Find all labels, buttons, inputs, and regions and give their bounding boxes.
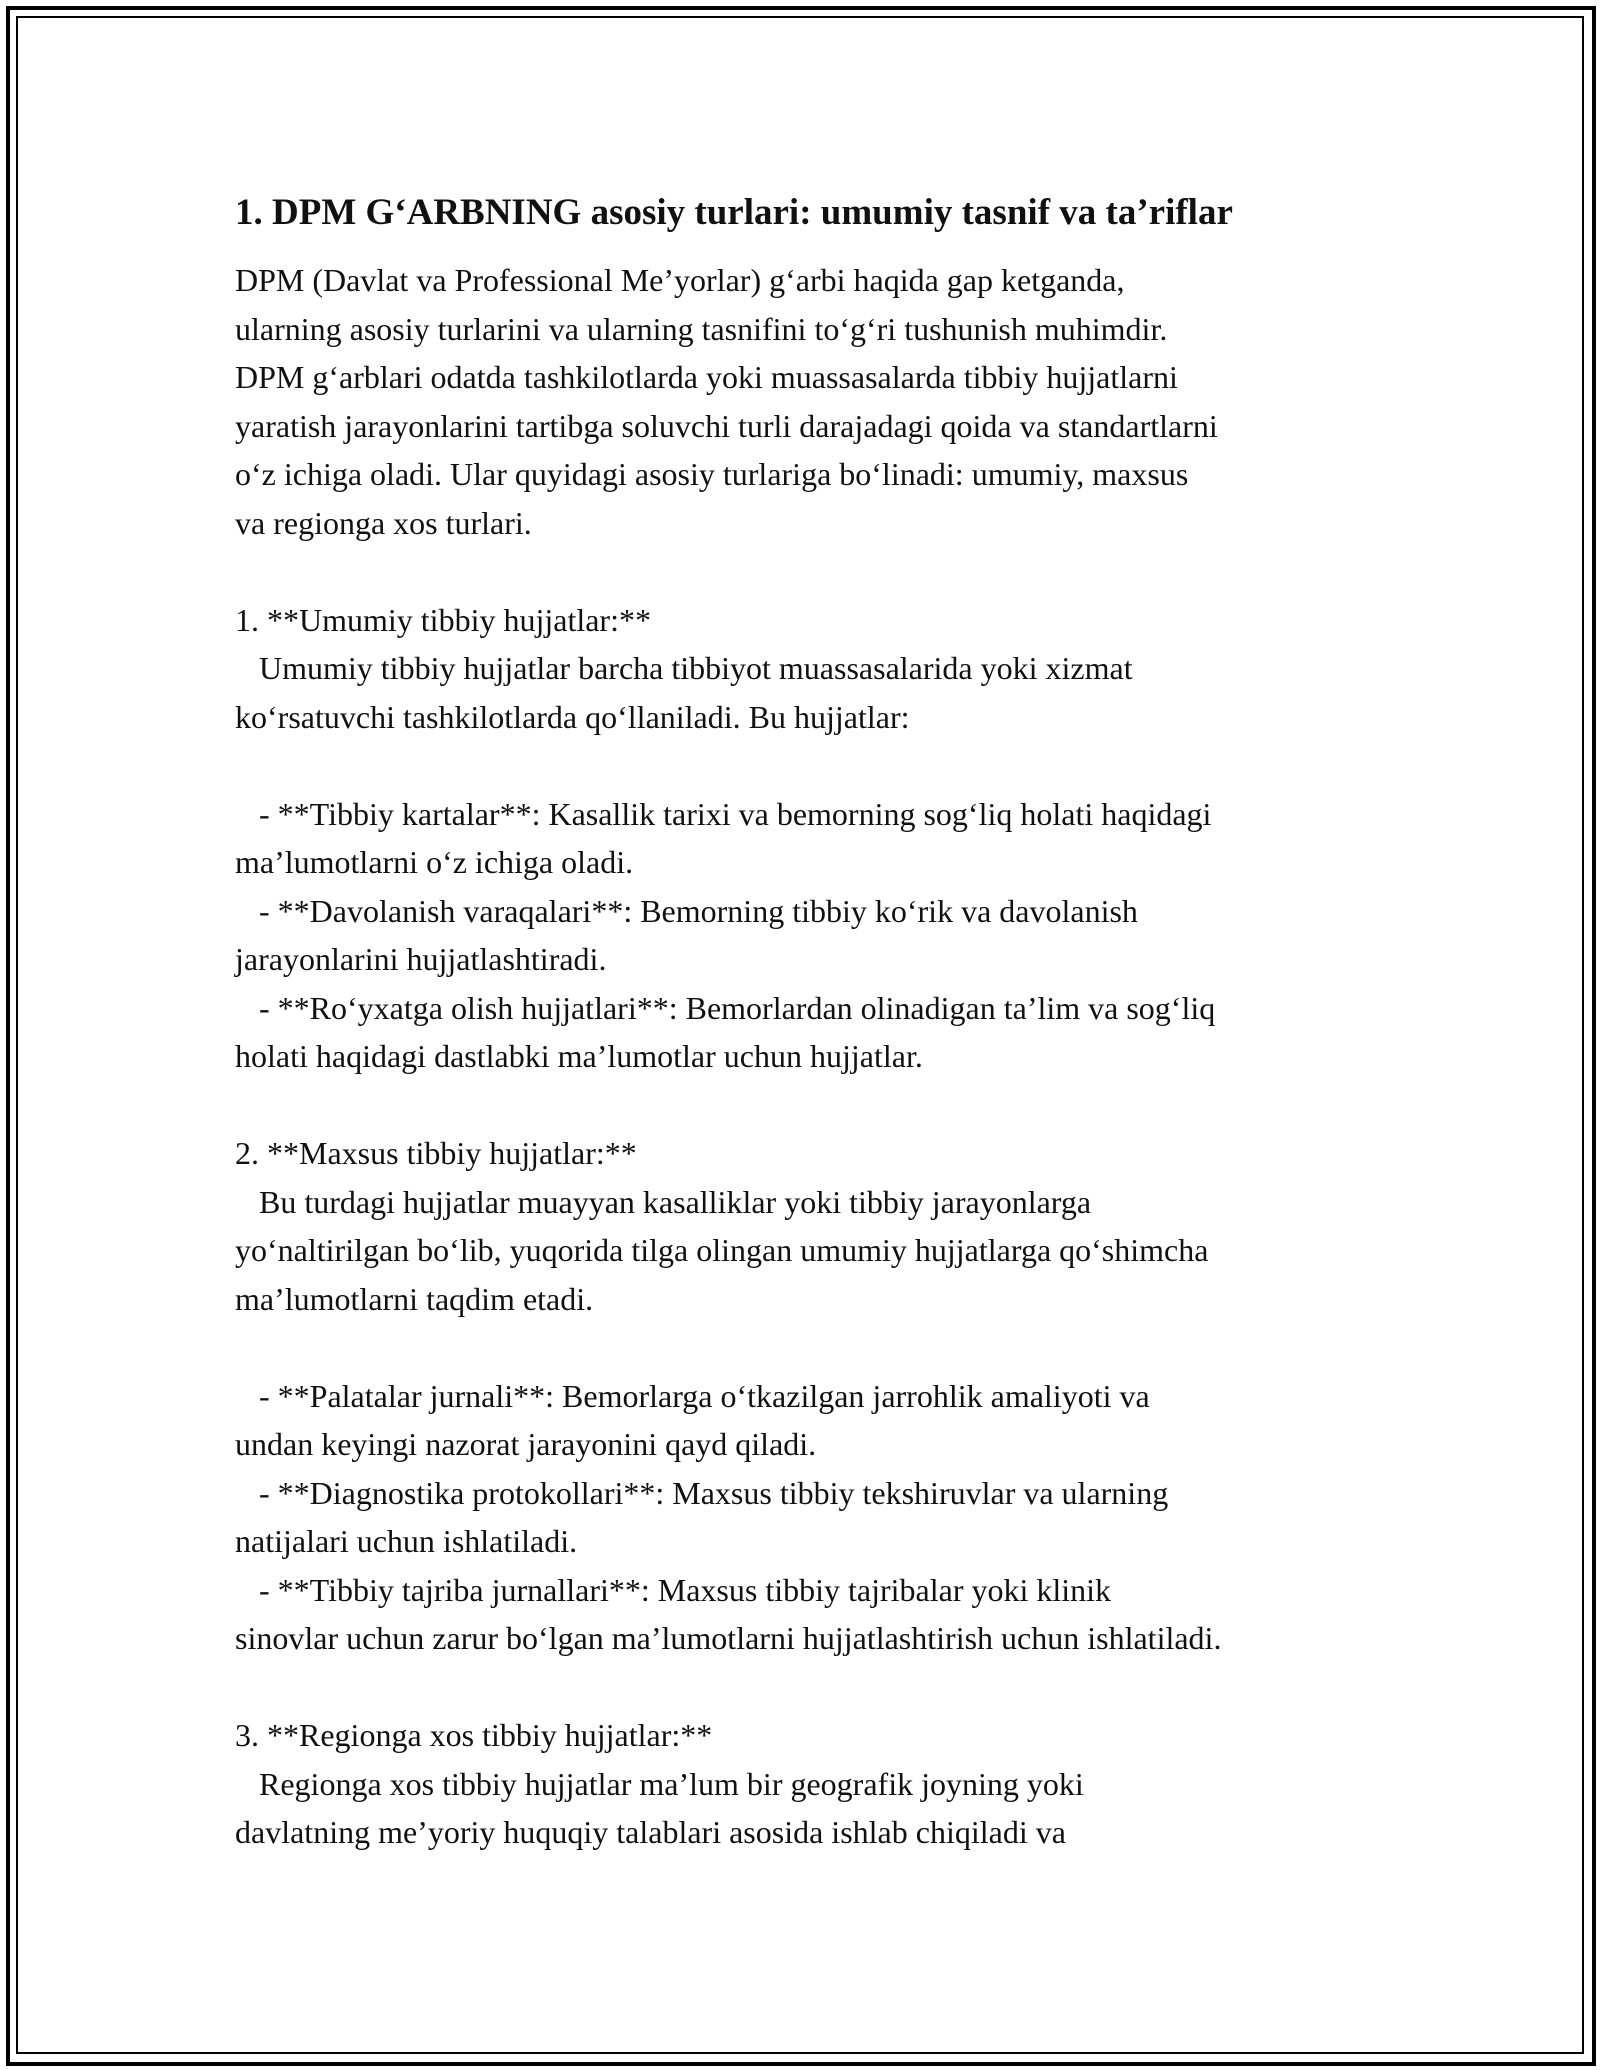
document-body <box>235 186 1375 1857</box>
text-line: - **Tibbiy kartalar**: Kasallik tarixi va bemorning sog‘liq holati haqidagi <box>235 795 1212 832</box>
text-line: 3. **Regionga xos tibbiy hujjatlar:** <box>235 1717 713 1753</box>
text-line: yaratish jarayonlarini tartibga soluvchi turli darajadagi qoida va standartlarni <box>235 407 1218 444</box>
text-line: jarayonlarini hujjatlashtiradi. <box>235 941 607 977</box>
text-line: ma’lumotlarni o‘z ichiga oladi. <box>235 844 634 880</box>
blank-line <box>235 1323 1375 1372</box>
text-line: - **Diagnostika protokollari**: Maxsus tibbiy tekshiruvlar va ularning <box>235 1474 1169 1511</box>
body-text <box>235 256 1375 1857</box>
text-line: Bu turdagi hujjatlar muayyan kasalliklar yoki tibbiy jarayonlarga <box>235 1183 1092 1220</box>
text-line: ularning asosiy turlarini va ularning tasnifini to‘g‘ri tushunish muhimdir. <box>235 310 1168 347</box>
text-line: Umumiy tibbiy hujjatlar barcha tibbiyot muassasalarida yoki xizmat <box>235 650 1133 686</box>
text-line: - **Tibbiy tajriba jurnallari**: Maxsus tibbiy tajribalar yoki klinik <box>235 1571 1112 1608</box>
text-line: sinovlar uchun zarur bo‘lgan ma’lumotlarni hujjatlashtirish uchun ishlatiladi. <box>235 1620 1222 1656</box>
text-line: - **Ro‘yxatga olish hujjatlari**: Bemorlardan olinadigan ta’lim va sog‘liq <box>235 989 1216 1026</box>
text-line: yo‘naltirilgan bo‘lib, yuqorida tilga olingan umumiy hujjatlarga qo‘shimcha <box>235 1232 1209 1268</box>
blank-line <box>235 1663 1375 1712</box>
text-line: davlatning me’yoriy huquqiy talablari asosida ishlab chiqiladi va <box>235 1814 1066 1850</box>
text-line: 1. **Umumiy tibbiy hujjatlar:** <box>235 601 651 638</box>
text-line: DPM g‘arblari odatda tashkilotlarda yoki muassasalarda tibbiy hujjatlarni <box>235 359 1178 395</box>
text-line: holati haqidagi dastlabki ma’lumotlar uchun hujjatlar. <box>235 1038 923 1074</box>
text-line: ko‘rsatuvchi tashkilotlarda qo‘llaniladi. Bu hujjatlar: <box>235 698 910 735</box>
text-line: - **Davolanish varaqalari**: Bemorning tibbiy ko‘rik va davolanish <box>235 892 1138 929</box>
text-line: natijalari uchun ishlatiladi. <box>235 1523 578 1559</box>
text-line: va regionga xos turlari. <box>235 504 532 541</box>
text-line: 2. **Maxsus tibbiy hujjatlar:** <box>235 1135 637 1171</box>
section-heading: 1. DPM G‘ARBNING asosiy turlari: umumiy tasnif va ta’riflar <box>235 192 1233 233</box>
text-line: - **Palatalar jurnali**: Bemorlarga o‘tkazilgan jarrohlik amaliyoti va <box>235 1377 1150 1414</box>
text-line: o‘z ichiga oladi. Ular quyidagi asosiy turlariga bo‘linadi: umumiy, maxsus <box>235 456 1189 492</box>
text-line: ma’lumotlarni taqdim etadi. <box>235 1280 594 1317</box>
blank-line <box>235 547 1375 596</box>
text-line: DPM (Davlat va Professional Me’yorlar) g‘arbi haqida gap ketganda, <box>235 262 1125 298</box>
blank-line <box>235 741 1375 790</box>
text-line: undan keyingi nazorat jarayonini qayd qiladi. <box>235 1426 817 1462</box>
blank-line <box>235 1081 1375 1130</box>
text-line: Regionga xos tibbiy hujjatlar ma’lum bir geografik joyning yoki <box>235 1765 1084 1802</box>
